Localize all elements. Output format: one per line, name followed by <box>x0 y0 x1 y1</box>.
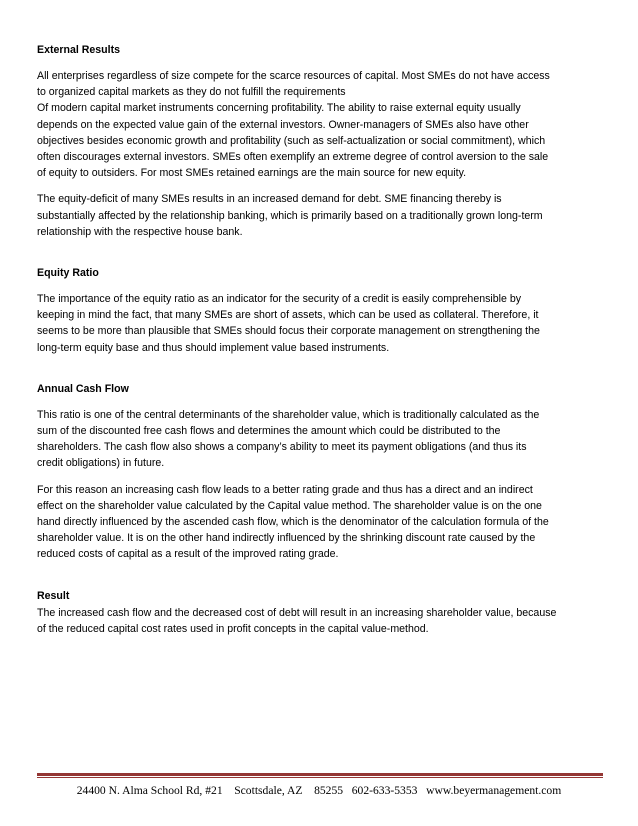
paragraph <box>37 68 603 181</box>
text-line: credit obligations) in future. <box>37 457 165 470</box>
text-line: of equity to outsiders. For most SMEs retained earnings are the main source for new equity. <box>37 167 467 180</box>
text-line: The increased cash flow and the decreased cost of debt will result in an increasing shareholder value, because <box>37 606 557 619</box>
text-line: depends on the expected value gain of the external investors. Owner-managers of SMEs also have other <box>37 118 529 131</box>
text-line: long-term equity base and thus should implement value based instruments. <box>37 341 390 354</box>
text-line: substantially affected by the relationship banking, which is primarily based on a traditionally grown long-term <box>37 209 543 222</box>
paragraph <box>37 482 603 563</box>
section-heading: Equity Ratio <box>37 267 99 280</box>
footer-divider-thin <box>37 777 603 778</box>
text-line: reduced costs of capital as a result of the improved rating grade. <box>37 548 339 561</box>
text-line: hand directly influenced by the ascended cash flow, which is the denominator of the calculation formula of the <box>37 516 549 529</box>
text-line: shareholder value. It is on the other hand indirectly influenced by the shrinking discount rate caused by the <box>37 532 536 545</box>
text-line: effect on the shareholder value calculated by the Capital value method. The shareholder value is on the one <box>37 499 542 512</box>
section-heading: External Results <box>37 44 121 56</box>
text-line: of the reduced capital cost rates used in profit concepts in the capital value-method. <box>37 622 429 635</box>
footer-divider <box>37 773 603 776</box>
text-line: This ratio is one of the central determinants of the shareholder value, which is traditionally calculated as the <box>37 408 540 421</box>
footer-address: 24400 N. Alma School Rd, #21 Scottsdale, AZ 85255 602-633-5353 www.beyermanagement.com <box>76 784 562 797</box>
section-result <box>37 588 603 637</box>
text-line: The equity-deficit of many SMEs results in an increased demand for debt. SME financing thereby is <box>37 193 502 206</box>
section-heading: Annual Cash Flow <box>37 382 129 395</box>
document-body <box>37 42 603 637</box>
text-line: often discourages external investors. SMEs often exemplify an extreme degree of control aversion to the sale <box>37 151 549 164</box>
text-line: The importance of the equity ratio as an indicator for the security of a credit is easily comprehensible by <box>37 293 522 306</box>
text-line: All enterprises regardless of size compete for the scarce resources of capital. Most SMEs do not have access <box>37 70 550 82</box>
paragraph <box>37 291 603 356</box>
text-line: For this reason an increasing cash flow leads to a better rating grade and thus has a direct and an indirect <box>37 483 533 496</box>
text-line: shareholders. The cash flow also shows a company’s ability to meet its payment obligations (and thus its <box>37 441 527 454</box>
text-line: sum of the discounted free cash flows and determines the amount which could be distributed to the <box>37 425 501 438</box>
paragraph <box>37 407 603 472</box>
text-line: to organized capital markets as they do not fulfill the requirements <box>37 86 346 99</box>
paragraph <box>37 191 603 240</box>
text-line: Of modern capital market instruments concerning profitability. The ability to raise external equity usually <box>37 102 521 115</box>
paragraph <box>37 605 603 637</box>
section-equity-ratio <box>37 265 603 356</box>
text-line: seems to be more than plausible that SMEs should focus their corporate management on strengthening the <box>37 325 540 338</box>
section-external-results <box>37 42 603 240</box>
text-line: keeping in mind the fact, that many SMEs are short of assets, which can be used as collateral. Therefore, it <box>37 309 539 322</box>
section-heading: Result <box>37 589 70 602</box>
text-line: objectives besides economic growth and profitability (such as self-actualization or social commitment), which <box>37 134 546 147</box>
section-annual-cash-flow <box>37 381 603 563</box>
text-line: relationship with the respective house bank. <box>37 225 243 238</box>
